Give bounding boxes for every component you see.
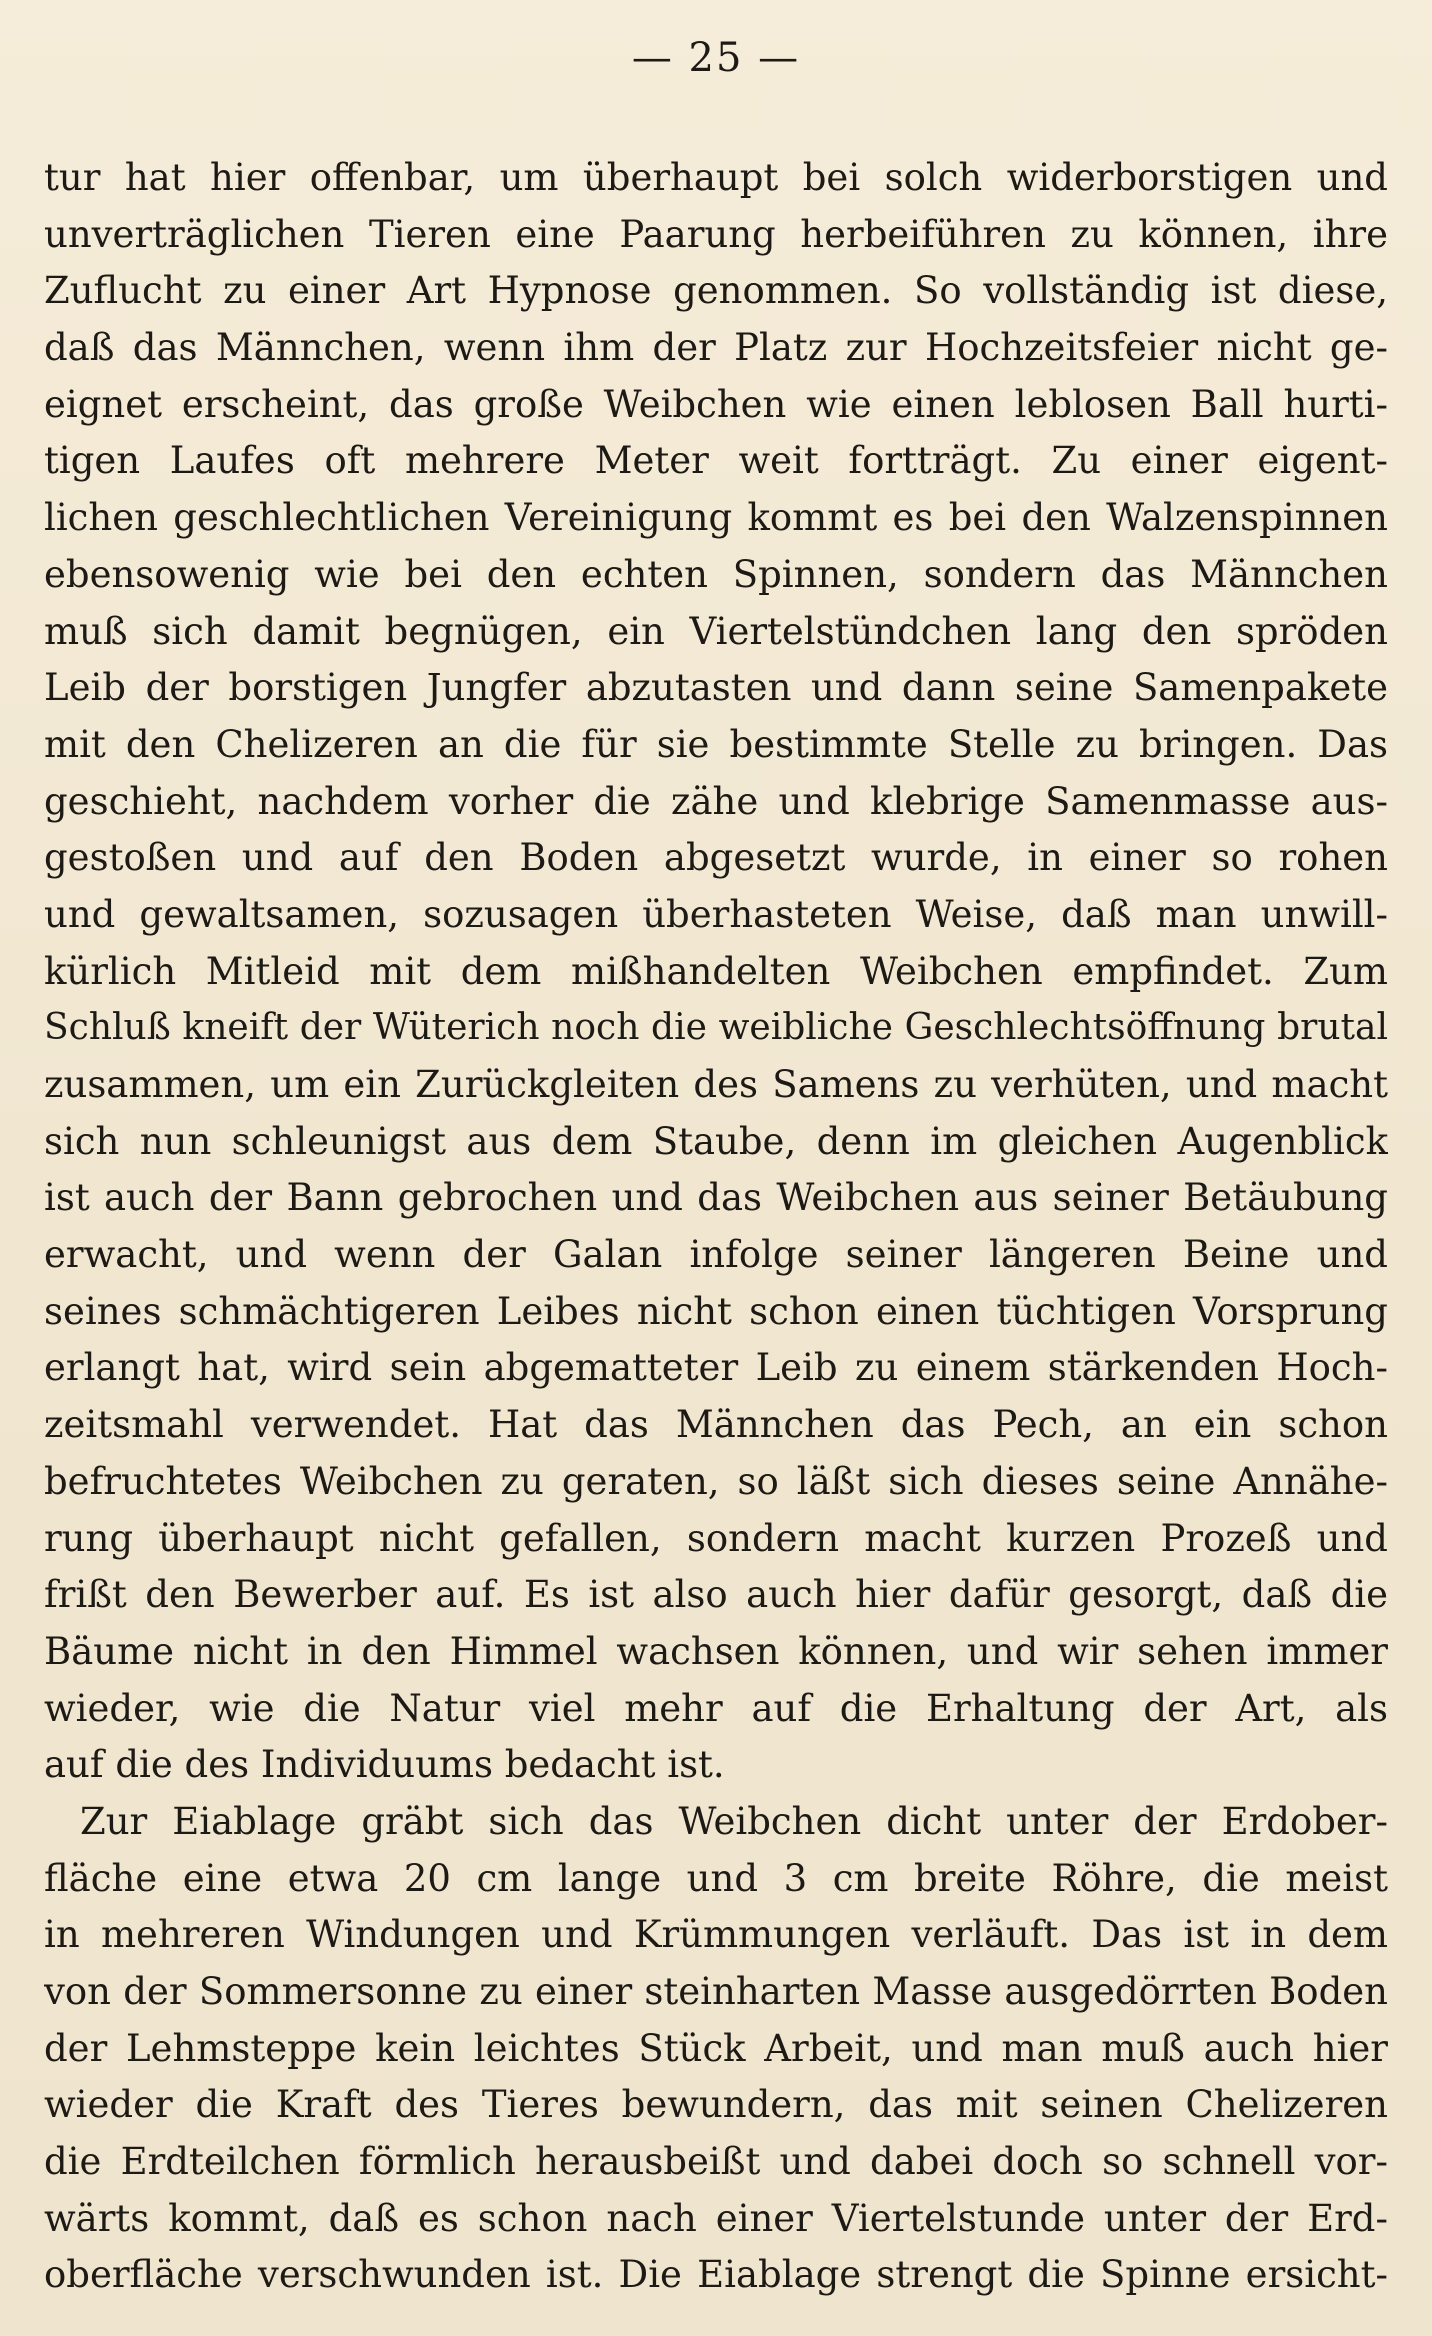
text-line: lichen geschlechtlichen Vereinigung kommt es bei den Walzenspinnen: [44, 496, 1388, 540]
paragraph: [44, 150, 1388, 1794]
text-line: Leib der borstigen Jungfer abzutasten und dann seine Samenpakete: [44, 666, 1388, 710]
text-line: tur hat hier offenbar, um überhaupt bei solch widerborstigen und: [44, 156, 1388, 199]
text-line: zusammen, um ein Zurückgleiten des Samens zu verhüten, und macht: [44, 1063, 1388, 1106]
text-line: die Erdteilchen förmlich herausbeißt und dabei doch so schnell vor-: [44, 2140, 1388, 2184]
text-line: geschieht, nachdem vorher die zähe und klebrige Samenmasse aus-: [44, 779, 1388, 823]
text-line: wärts kommt, daß es schon nach einer Viertelstunde unter der Erd-: [44, 2196, 1388, 2240]
text-line: kürlich Mitleid mit dem mißhandelten Weibchen empfindet. Zum: [44, 949, 1388, 993]
text-line: mit den Chelizeren an die für sie bestimmte Stelle zu bringen. Das: [44, 722, 1388, 766]
text-line: rung überhaupt nicht gefallen, sondern macht kurzen Prozeß und: [44, 1516, 1388, 1560]
text-line: erlangt hat, wird sein abgematteter Leib zu einem stärkenden Hoch-: [44, 1346, 1388, 1390]
text-line: ist auch der Bann gebrochen und das Weibchen aus seiner Betäubung: [44, 1176, 1388, 1220]
text-line: erwacht, und wenn der Galan infolge seiner längeren Beine und: [44, 1233, 1388, 1277]
text-line: oberfläche verschwunden ist. Die Eiablage strengt die Spinne ersicht-: [44, 2253, 1388, 2297]
text-line: und gewaltsamen, sozusagen überhasteten Weise, daß man unwill-: [44, 892, 1388, 936]
text-line: Bäume nicht in den Himmel wachsen können, und wir sehen immer: [44, 1629, 1388, 1673]
text-line: sich nun schleunigst aus dem Staube, denn im gleichen Augenblick: [44, 1119, 1388, 1163]
text-line: eignet erscheint, das große Weibchen wie einen leblosen Ball hurti-: [44, 382, 1388, 426]
text-line: tigen Laufes oft mehrere Meter weit fortträgt. Zu einer eigent-: [44, 439, 1388, 483]
text-line: von der Sommersonne zu einer steinharten Masse ausgedörrten Boden: [44, 1970, 1388, 2013]
text-line: auf die des Individuums bedacht ist.: [44, 1743, 725, 1787]
text-line: gestoßen und auf den Boden abgesetzt wurde, in einer so rohen: [44, 836, 1388, 880]
body-text: [44, 150, 1388, 2304]
text-line: daß das Männchen, wenn ihm der Platz zur Hochzeitsfeier nicht ge-: [44, 326, 1388, 370]
text-line: wieder, wie die Natur viel mehr auf die Erhaltung der Art, als: [44, 1686, 1388, 1730]
text-line: Zuflucht zu einer Art Hypnose genommen. So vollständig ist diese,: [44, 269, 1388, 313]
text-line: ebensowenig wie bei den echten Spinnen, sondern das Männchen: [44, 552, 1388, 596]
text-line: wieder die Kraft des Tieres bewundern, das mit seinen Chelizeren: [44, 2083, 1388, 2127]
text-line: Schluß kneift der Wüterich noch die weibliche Geschlechtsöffnung brutal: [44, 1007, 1388, 1049]
text-line: muß sich damit begnügen, ein Viertelstündchen lang den spröden: [44, 609, 1388, 653]
text-line: unverträglichen Tieren eine Paarung herbeiführen zu können, ihre: [44, 212, 1388, 256]
text-line: Zur Eiablage gräbt sich das Weibchen dicht unter der Erdober-: [80, 1799, 1388, 1843]
text-line: fläche eine etwa 20 cm lange und 3 cm breite Röhre, die meist: [44, 1856, 1388, 1900]
text-line: seines schmächtigeren Leibes nicht schon einen tüchtigen Vorsprung: [44, 1289, 1388, 1333]
text-line: frißt den Bewerber auf. Es ist also auch hier dafür gesorgt, daß die: [44, 1573, 1388, 1617]
text-line: der Lehmsteppe kein leichtes Stück Arbeit, und man muß auch hier: [44, 2026, 1388, 2070]
text-line: in mehreren Windungen und Krümmungen verläuft. Das ist in dem: [44, 1913, 1388, 1957]
page-number: — 25 —: [631, 35, 801, 81]
text-line: befruchtetes Weibchen zu geraten, so läßt sich dieses seine Annähe-: [44, 1459, 1388, 1503]
paragraph: [44, 1794, 1388, 2304]
text-line: zeitsmahl verwendet. Hat das Männchen das Pech, an ein schon: [44, 1403, 1388, 1447]
